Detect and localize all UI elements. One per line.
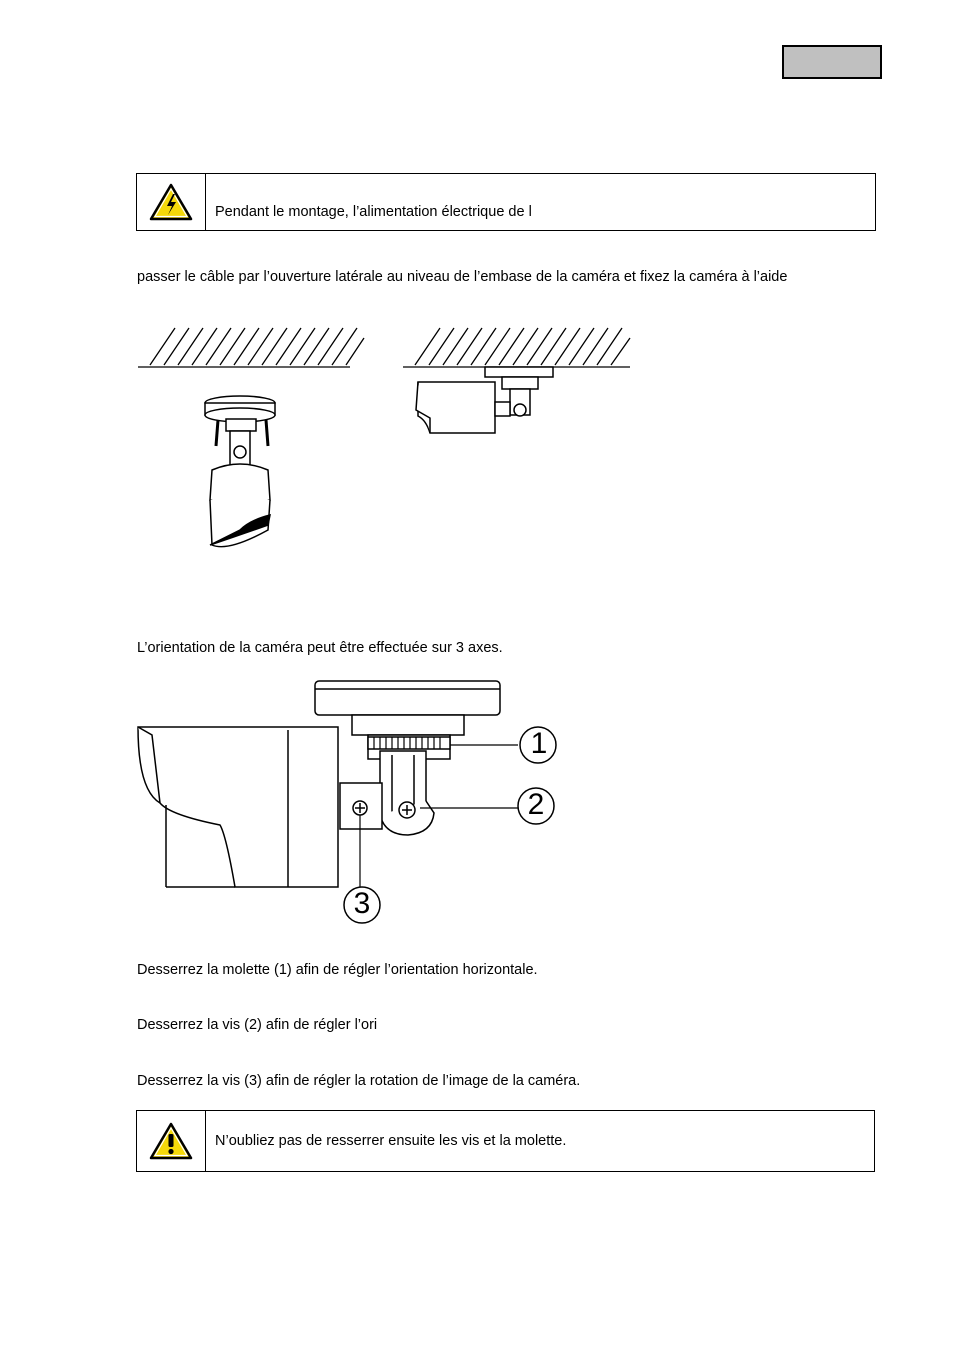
step3-text: Desserrez la vis (3) afin de régler la rotation de l’image de la caméra.	[137, 1073, 581, 1089]
step1-text: Desserrez la molette (1) afin de régler l’orientation horizontale.	[137, 962, 538, 978]
electric-hazard-icon	[137, 174, 206, 230]
exclamation-warning-icon	[137, 1111, 206, 1171]
orientation-text: L’orientation de la caméra peut être effectuée sur 3 axes.	[137, 640, 503, 656]
callout-1-label: 1	[530, 727, 548, 760]
caution-notice	[136, 1110, 875, 1172]
step2-text: Desserrez la vis (2) afin de régler l’ori	[137, 1017, 378, 1033]
electric-warning-text: Pendant le montage, l’alimentation électrique de l	[215, 204, 532, 220]
language-tab	[782, 45, 882, 79]
mounting-diagram	[130, 320, 650, 570]
electric-warning-notice	[136, 173, 876, 231]
caution-text: N’oubliez pas de resserrer ensuite les vis et la molette.	[215, 1133, 567, 1149]
callout-2-label: 2	[527, 788, 545, 821]
cable-instruction-text: passer le câble par l’ouverture latérale au niveau de l’embase de la caméra et fixez la caméra à l’aide	[137, 269, 788, 285]
callout-3-label: 3	[353, 887, 371, 920]
